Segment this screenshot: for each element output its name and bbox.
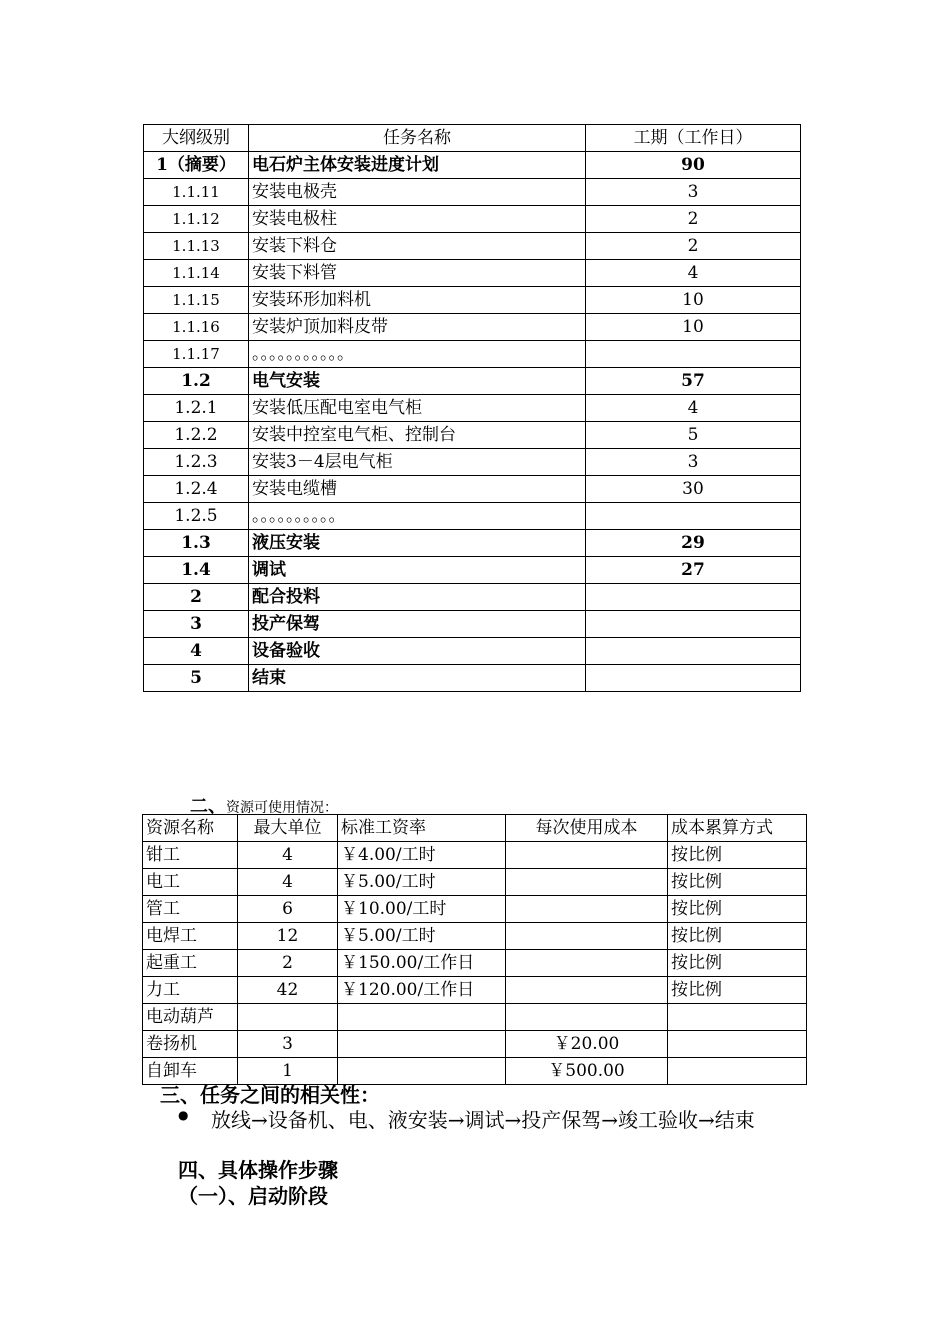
resource-name-cell: 卷扬机 — [143, 1031, 238, 1058]
resource-name-cell: 电工 — [143, 869, 238, 896]
task-name-cell: 安装环形加料机 — [249, 287, 586, 314]
header-max-units: 最大单位 — [238, 815, 338, 842]
table-row — [144, 503, 801, 530]
duration-cell — [586, 665, 801, 692]
level-cell: 1.2.2 — [144, 422, 249, 449]
level-cell: 1（摘要） — [144, 152, 249, 179]
duration-cell — [586, 584, 801, 611]
std-rate-cell: ￥5.00/工时 — [338, 869, 506, 896]
schedule-header-row — [144, 125, 801, 152]
bullet-icon: ● — [178, 1108, 189, 1122]
cost-per-use-cell — [506, 1004, 668, 1031]
duration-cell: 10 — [586, 287, 801, 314]
task-name-cell: 安装下料管 — [249, 260, 586, 287]
resource-name-cell: 力工 — [143, 977, 238, 1004]
duration-cell — [586, 341, 801, 368]
max-units-cell: 6 — [238, 896, 338, 923]
cost-per-use-cell — [506, 896, 668, 923]
std-rate-cell: ￥10.00/工时 — [338, 896, 506, 923]
std-rate-cell: ￥120.00/工作日 — [338, 977, 506, 1004]
std-rate-cell: ￥5.00/工时 — [338, 923, 506, 950]
task-name-cell: 液压安装 — [249, 530, 586, 557]
table-row — [144, 233, 801, 260]
task-name-cell: 电石炉主体安装进度计划 — [249, 152, 586, 179]
level-cell: 1.1.17 — [144, 341, 249, 368]
task-name-cell: 。。。。。。。。。。。 — [249, 341, 586, 368]
accrual-cell: 按比例 — [668, 950, 807, 977]
task-name-cell: 安装3－4层电气柜 — [249, 449, 586, 476]
duration-cell — [586, 611, 801, 638]
table-row — [143, 842, 807, 869]
std-rate-cell — [338, 1031, 506, 1058]
section4-subheading: （一）、启动阶段 — [178, 1184, 328, 1208]
table-row — [144, 449, 801, 476]
duration-cell: 27 — [586, 557, 801, 584]
duration-cell: 3 — [586, 449, 801, 476]
level-cell: 2 — [144, 584, 249, 611]
section3-heading: 三、任务之间的相关性： — [160, 1083, 380, 1107]
table-row — [144, 557, 801, 584]
resource-table — [142, 814, 807, 1085]
table-row — [144, 287, 801, 314]
accrual-cell — [668, 1004, 807, 1031]
level-cell: 1.2.1 — [144, 395, 249, 422]
section2-title: 资源可使用情况： — [226, 800, 338, 816]
table-row — [144, 584, 801, 611]
table-row — [144, 476, 801, 503]
header-task-name: 任务名称 — [249, 125, 586, 152]
table-row — [143, 1058, 807, 1085]
table-row — [143, 869, 807, 896]
table-row — [144, 152, 801, 179]
schedule-table — [143, 124, 801, 692]
table-row — [144, 422, 801, 449]
task-name-cell: 安装中控室电气柜、控制台 — [249, 422, 586, 449]
task-name-cell: 安装电极壳 — [249, 179, 586, 206]
table-row — [144, 179, 801, 206]
level-cell: 1.3 — [144, 530, 249, 557]
std-rate-cell — [338, 1058, 506, 1085]
level-cell: 1.1.16 — [144, 314, 249, 341]
std-rate-cell: ￥4.00/工时 — [338, 842, 506, 869]
duration-cell — [586, 503, 801, 530]
task-name-cell: 安装电极柱 — [249, 206, 586, 233]
task-name-cell: 安装低压配电室电气柜 — [249, 395, 586, 422]
duration-cell: 10 — [586, 314, 801, 341]
accrual-cell: 按比例 — [668, 842, 807, 869]
level-cell: 1.1.12 — [144, 206, 249, 233]
task-name-cell: 安装炉顶加料皮带 — [249, 314, 586, 341]
section4-heading: 四、具体操作步骤 — [178, 1158, 338, 1182]
header-duration: 工期（工作日） — [586, 125, 801, 152]
task-name-cell: 电气安装 — [249, 368, 586, 395]
header-std-rate: 标准工资率 — [338, 815, 506, 842]
table-row — [143, 896, 807, 923]
max-units-cell: 12 — [238, 923, 338, 950]
level-cell: 1.2.4 — [144, 476, 249, 503]
cost-per-use-cell: ￥20.00 — [506, 1031, 668, 1058]
std-rate-cell — [338, 1004, 506, 1031]
table-row — [144, 341, 801, 368]
max-units-cell — [238, 1004, 338, 1031]
cost-per-use-cell: ￥500.00 — [506, 1058, 668, 1085]
duration-cell: 29 — [586, 530, 801, 557]
cost-per-use-cell — [506, 923, 668, 950]
duration-cell: 57 — [586, 368, 801, 395]
cost-per-use-cell — [506, 869, 668, 896]
header-resource-name: 资源名称 — [143, 815, 238, 842]
max-units-cell: 4 — [238, 842, 338, 869]
table-row — [144, 665, 801, 692]
duration-cell: 90 — [586, 152, 801, 179]
table-row — [143, 950, 807, 977]
task-name-cell: 投产保驾 — [249, 611, 586, 638]
task-name-cell: 安装下料仓 — [249, 233, 586, 260]
task-name-cell: 安装电缆槽 — [249, 476, 586, 503]
duration-cell — [586, 638, 801, 665]
cost-per-use-cell — [506, 977, 668, 1004]
task-name-cell: 设备验收 — [249, 638, 586, 665]
max-units-cell: 2 — [238, 950, 338, 977]
cost-per-use-cell — [506, 950, 668, 977]
resource-name-cell: 管工 — [143, 896, 238, 923]
task-name-cell: 结束 — [249, 665, 586, 692]
task-name-cell: 配合投料 — [249, 584, 586, 611]
duration-cell: 5 — [586, 422, 801, 449]
level-cell: 1.2.3 — [144, 449, 249, 476]
level-cell: 1.2 — [144, 368, 249, 395]
resource-name-cell: 钳工 — [143, 842, 238, 869]
header-cost-per-use: 每次使用成本 — [506, 815, 668, 842]
level-cell: 4 — [144, 638, 249, 665]
header-level: 大纲级别 — [144, 125, 249, 152]
table-row — [144, 368, 801, 395]
table-row — [144, 206, 801, 233]
level-cell: 5 — [144, 665, 249, 692]
accrual-cell — [668, 1031, 807, 1058]
resource-name-cell: 起重工 — [143, 950, 238, 977]
task-name-cell: 。。。。。。。。。。 — [249, 503, 586, 530]
accrual-cell: 按比例 — [668, 896, 807, 923]
resource-name-cell: 电动葫芦 — [143, 1004, 238, 1031]
table-row — [144, 611, 801, 638]
table-row — [144, 314, 801, 341]
duration-cell: 3 — [586, 179, 801, 206]
duration-cell: 4 — [586, 260, 801, 287]
task-name-cell: 调试 — [249, 557, 586, 584]
std-rate-cell: ￥150.00/工作日 — [338, 950, 506, 977]
section2-number: 二、 — [190, 796, 226, 817]
level-cell: 1.1.13 — [144, 233, 249, 260]
level-cell: 1.2.5 — [144, 503, 249, 530]
table-row — [144, 530, 801, 557]
resource-name-cell: 自卸车 — [143, 1058, 238, 1085]
table-row — [143, 1004, 807, 1031]
header-accrual: 成本累算方式 — [668, 815, 807, 842]
dependency-text: 放线→设备机、电、液安装→调试→投产保驾→竣工验收→结束 — [211, 1108, 755, 1132]
max-units-cell: 42 — [238, 977, 338, 1004]
resource-header-row — [143, 815, 807, 842]
table-row — [144, 638, 801, 665]
table-row — [143, 923, 807, 950]
accrual-cell: 按比例 — [668, 869, 807, 896]
duration-cell: 4 — [586, 395, 801, 422]
accrual-cell: 按比例 — [668, 923, 807, 950]
level-cell: 1.1.11 — [144, 179, 249, 206]
resource-name-cell: 电焊工 — [143, 923, 238, 950]
max-units-cell: 3 — [238, 1031, 338, 1058]
level-cell: 1.1.15 — [144, 287, 249, 314]
level-cell: 3 — [144, 611, 249, 638]
duration-cell: 2 — [586, 233, 801, 260]
table-row — [144, 395, 801, 422]
accrual-cell — [668, 1058, 807, 1085]
duration-cell: 2 — [586, 206, 801, 233]
table-row — [143, 977, 807, 1004]
table-row — [144, 260, 801, 287]
duration-cell: 30 — [586, 476, 801, 503]
table-row — [143, 1031, 807, 1058]
max-units-cell: 4 — [238, 869, 338, 896]
max-units-cell: 1 — [238, 1058, 338, 1085]
cost-per-use-cell — [506, 842, 668, 869]
level-cell: 1.1.14 — [144, 260, 249, 287]
level-cell: 1.4 — [144, 557, 249, 584]
accrual-cell: 按比例 — [668, 977, 807, 1004]
